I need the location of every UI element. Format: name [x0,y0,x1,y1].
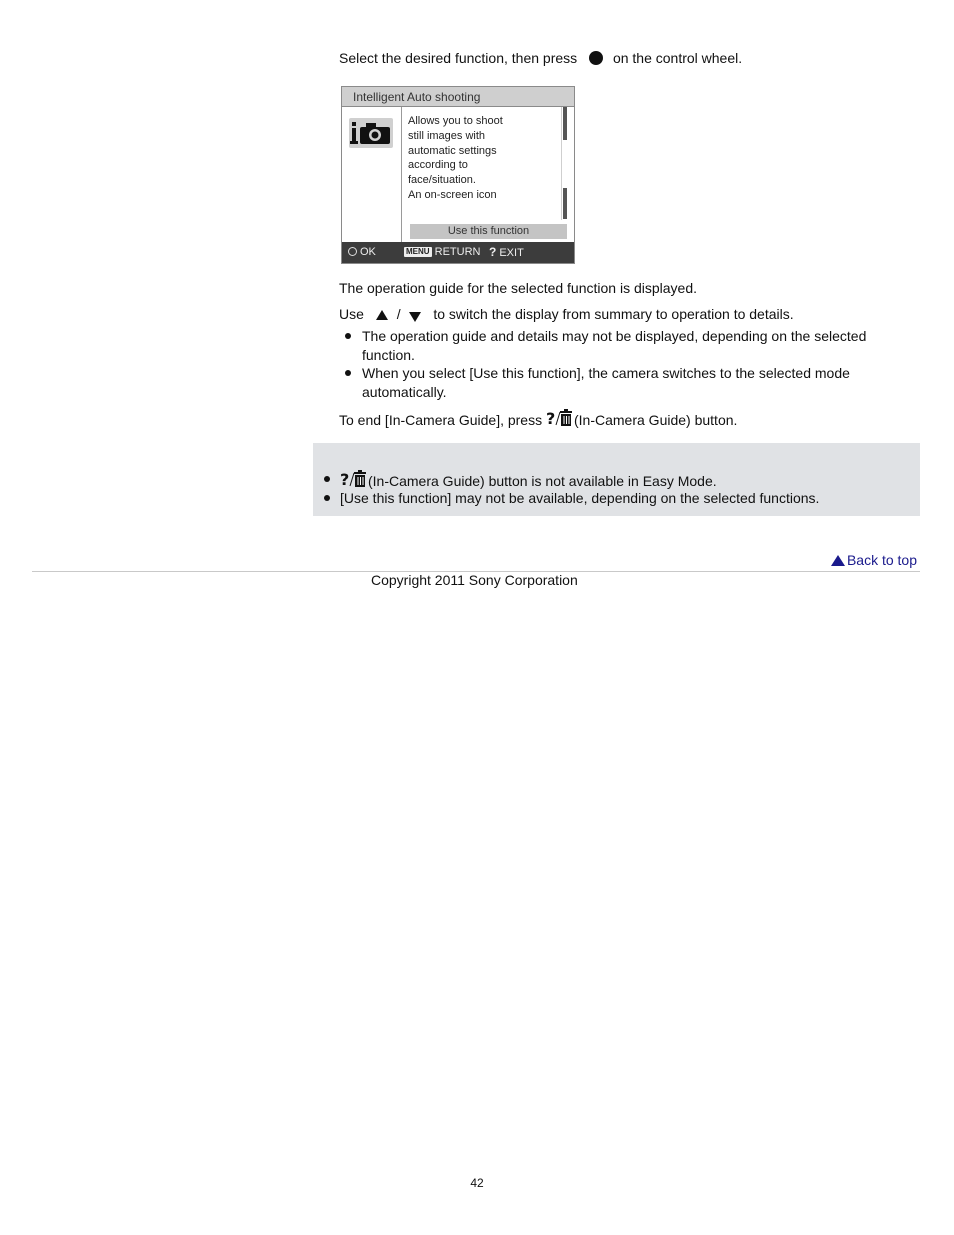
intro-line [339,49,742,68]
bullet-2-line1: When you select [Use this function], the camera switches to the selected mode [362,365,850,381]
copyright: Copyright 2011 Sony Corporation [371,572,578,588]
bullet-2-line2: automatically. [362,384,447,400]
scrollbar-thumb-bottom [563,188,567,219]
switch-display-line [339,305,794,324]
help-trash-icon [546,409,574,432]
footer-ok-label: OK [360,246,376,258]
up-arrow-icon [376,310,388,320]
use-word: Use [339,306,364,322]
note-1-text: (In-Camera Guide) button is not available in Easy Mode. [368,473,717,489]
footer-return [404,246,480,259]
bullet-1-line1: The operation guide and details may not be displayed, depending on the selected [362,328,867,344]
intro-text-after: on the control wheel. [612,50,743,66]
footer-exit-label: EXIT [499,247,524,259]
help-icon: ? [489,245,497,259]
menu-button-icon: MENU [406,247,430,256]
up-triangle-icon [831,555,845,566]
slash-separator: / [396,306,401,322]
back-to-top-link[interactable] [831,551,917,570]
switch-text: to switch the display from summary to operation to details. [433,306,794,322]
intelligent-auto-icon [349,118,393,148]
screen-description: Allows you to shoot still images with automatic settings according to face/situation. An on-screen icon [408,115,503,201]
down-arrow-icon [409,312,421,322]
bullet-marker [345,370,351,376]
center-button-icon [589,51,603,65]
scrollbar-thumb-top [563,107,567,140]
footer-exit [489,246,524,260]
screen-scrollbar [561,107,567,220]
note-box [313,443,920,516]
screen-footer [342,242,574,263]
intro-text-before: Select the desired function, then press [339,50,578,66]
use-this-function-button: Use this function [410,224,567,239]
screen-divider [401,107,402,243]
bullet-marker [345,333,351,339]
screen-title: Intelligent Auto shooting [342,87,574,107]
footer-return-label: RETURN [434,246,481,258]
end-text-after: (In-Camera Guide) button. [574,412,738,428]
page-number: 42 [470,1176,484,1190]
bullet-marker [324,495,330,501]
back-to-top-label: Back to top [846,552,917,568]
bullet-1-line2: function. [362,347,415,363]
control-wheel-icon [348,247,357,256]
camera-screen-illustration [341,86,575,264]
end-guide-line [339,409,737,432]
footer-ok [348,246,376,259]
note-2: [Use this function] may not be available, depending on the selected functions. [340,490,820,506]
bullet-marker [324,476,330,482]
svg-text:?: ? [340,470,350,488]
guide-text: The operation guide for the selected function is displayed. [339,280,698,296]
svg-text:?: ? [546,409,556,427]
end-text-before: To end [In-Camera Guide], press [339,412,543,428]
